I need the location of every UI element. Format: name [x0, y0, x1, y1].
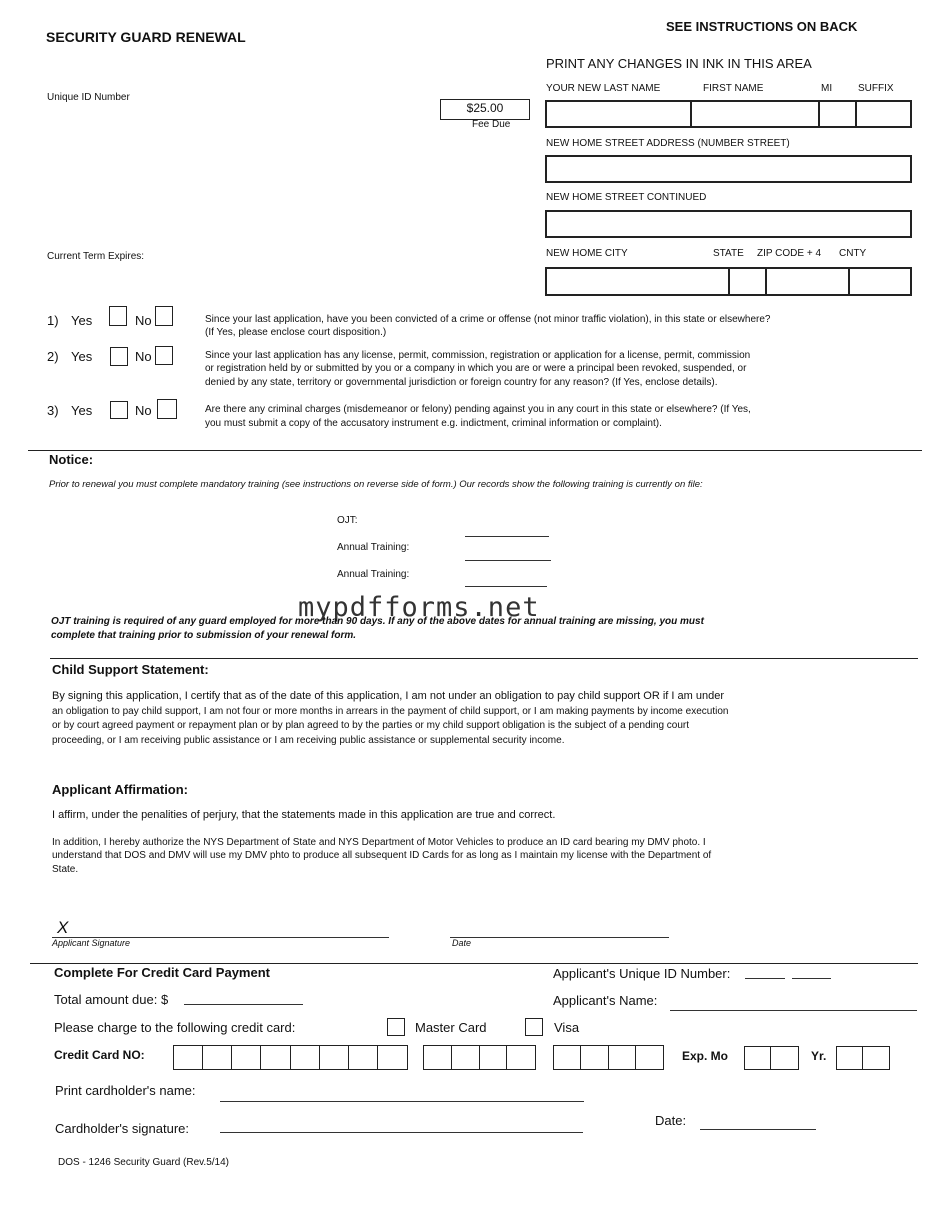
q3-yes-checkbox[interactable]	[110, 401, 128, 419]
fee-amount: $25.00	[466, 101, 504, 115]
affirmation-text: understand that DOS and DMV will use my DMV phto to produce all subsequent ID Cards for as long as I maintain my license with the Department of	[52, 850, 712, 861]
q3-no-checkbox[interactable]	[157, 399, 177, 419]
signature-label: Applicant Signature	[52, 938, 131, 948]
total-amount-label: Total amount due: $	[54, 992, 169, 1007]
card-digit-box[interactable]	[290, 1045, 321, 1070]
child-support-heading: Child Support Statement:	[52, 662, 209, 677]
exp-month-box[interactable]	[744, 1046, 772, 1070]
visa-label: Visa	[554, 1020, 580, 1035]
card-digit-box[interactable]	[451, 1045, 480, 1070]
first-name-input[interactable]	[690, 100, 820, 128]
notice-text: Prior to renewal you must complete mandatory training (see instructions on reverse side of form.) Our records show the following training is currently on file:	[49, 479, 703, 490]
yes-label: Yes	[71, 349, 93, 364]
signature-mark: X	[57, 918, 69, 937]
signature-date-line[interactable]	[450, 937, 669, 938]
mi-label: MI	[821, 83, 833, 94]
street-label: NEW HOME STREET ADDRESS (NUMBER STREET)	[546, 138, 790, 149]
charge-label: Please charge to the following credit card:	[54, 1020, 296, 1035]
print-changes-note: PRINT ANY CHANGES IN INK IN THIS AREA	[546, 56, 812, 71]
q2-yes-checkbox[interactable]	[110, 347, 128, 366]
question-text-line: or registration held by or submitted by you or a company in which you are or were a principal been revoked, suspended, or	[205, 363, 747, 374]
form-id: DOS - 1246 Security Guard (Rev.5/14)	[58, 1157, 229, 1168]
question-number: 2)	[47, 349, 59, 364]
mi-input[interactable]	[818, 100, 857, 128]
question-number: 1)	[47, 313, 59, 328]
training-warning: complete that training prior to submission of your renewal form.	[51, 630, 357, 641]
card-digit-box[interactable]	[231, 1045, 262, 1070]
zip-input[interactable]	[765, 267, 850, 296]
county-input[interactable]	[848, 267, 912, 296]
annual-training-label: Annual Training:	[337, 542, 410, 553]
child-support-text: or by court agreed payment or repayment plan or by plan agreed to by the parties or my child support obligation is the subject of a pending court	[52, 720, 690, 731]
card-digit-box[interactable]	[202, 1045, 233, 1070]
exp-year-box[interactable]	[836, 1046, 864, 1070]
city-label: NEW HOME CITY	[546, 248, 628, 259]
mastercard-checkbox[interactable]	[387, 1018, 405, 1036]
suffix-label: SUFFIX	[858, 83, 894, 94]
exp-month-label: Exp. Mo	[682, 1049, 729, 1063]
applicant-name-line[interactable]	[670, 1010, 917, 1011]
q1-no-checkbox[interactable]	[155, 306, 173, 326]
instructions-note: SEE INSTRUCTIONS ON BACK	[666, 19, 858, 34]
cardholder-name-label: Print cardholder's name:	[55, 1083, 196, 1098]
affirmation-text: In addition, I hereby authorize the NYS Department of State and NYS Department of Motor Vehicles to produce an ID card bearing my DMV photo. I	[52, 837, 706, 848]
ojt-date-line[interactable]	[465, 536, 549, 537]
street-input[interactable]	[545, 155, 912, 183]
card-digit-box[interactable]	[423, 1045, 452, 1070]
card-digit-box[interactable]	[173, 1045, 204, 1070]
visa-checkbox[interactable]	[525, 1018, 543, 1036]
child-support-text: By signing this application, I certify that as of the date of this application, I am not under an obligation to pay child support OR if I am under	[52, 690, 724, 702]
card-digit-box[interactable]	[608, 1045, 637, 1070]
street-cont-label: NEW HOME STREET CONTINUED	[546, 192, 707, 203]
total-amount-line[interactable]	[184, 1004, 303, 1005]
card-digit-box[interactable]	[580, 1045, 609, 1070]
applicant-name-label: Applicant's Name:	[553, 993, 658, 1008]
annual-training-date-line[interactable]	[465, 586, 547, 587]
credit-card-label: Credit Card NO:	[54, 1048, 145, 1062]
date-label: Date	[452, 938, 472, 948]
annual-training-label: Annual Training:	[337, 569, 410, 580]
card-digit-box[interactable]	[319, 1045, 350, 1070]
question-text-line: Are there any criminal charges (misdemeanor or felony) pending against you in any court in this state or elsewhere? (If Yes,	[205, 404, 751, 415]
card-digit-box[interactable]	[553, 1045, 582, 1070]
form-title: SECURITY GUARD RENEWAL	[46, 29, 246, 45]
cardholder-signature-label: Cardholder's signature:	[55, 1121, 189, 1136]
child-support-text: an obligation to pay child support, I am not four or more months in arrears in the payment of child support, or I am making payments by income execution	[52, 706, 729, 717]
affirmation-text: State.	[52, 864, 79, 875]
current-term-label: Current Term Expires:	[47, 251, 145, 262]
section-divider	[28, 450, 922, 451]
annual-training-date-line[interactable]	[465, 560, 551, 561]
fee-box	[440, 99, 530, 120]
notice-heading: Notice:	[49, 452, 94, 467]
question-text-line: Since your last application, have you been convicted of a crime or offense (not minor traffic violation), in this state or elsewhere?	[205, 314, 771, 325]
suffix-input[interactable]	[855, 100, 912, 128]
payment-heading: Complete For Credit Card Payment	[54, 965, 270, 980]
child-support-text: proceeding, or I am receiving public assistance or I am receiving public assistance or supplemental security income.	[52, 735, 565, 746]
applicant-id-label: Applicant's Unique ID Number:	[553, 966, 731, 981]
card-date-line[interactable]	[700, 1129, 816, 1130]
state-input[interactable]	[728, 267, 767, 296]
first-name-label: FIRST NAME	[703, 83, 764, 94]
q1-yes-checkbox[interactable]	[109, 306, 127, 326]
ojt-label: OJT:	[337, 515, 358, 526]
question-text-line: (If Yes, please enclose court disposition.)	[205, 327, 387, 338]
fee-label: Fee Due	[472, 119, 511, 130]
affirmation-statement: I affirm, under the penalities of perjury, that the statements made in this application are true and correct.	[52, 809, 556, 821]
section-divider	[30, 963, 918, 964]
state-label: STATE	[713, 248, 744, 259]
question-number: 3)	[47, 403, 59, 418]
card-digit-box[interactable]	[635, 1045, 664, 1070]
last-name-label: YOUR NEW LAST NAME	[546, 83, 661, 94]
question-text-line: Since your last application has any license, permit, commission, registration or application for a license, permit, commission	[205, 350, 751, 361]
yes-label: Yes	[71, 313, 93, 328]
no-label: No	[135, 403, 152, 418]
watermark: mypdfforms.net	[298, 592, 540, 623]
exp-year-label: Yr.	[811, 1049, 827, 1063]
section-divider	[50, 658, 918, 659]
zip-label: ZIP CODE + 4	[757, 248, 822, 259]
card-digit-box[interactable]	[506, 1045, 535, 1070]
yes-label: Yes	[71, 403, 93, 418]
card-digit-box[interactable]	[377, 1045, 408, 1070]
exp-month-box[interactable]	[770, 1046, 799, 1070]
question-text-line: you must submit a copy of the accusatory instrument e.g. indictment, criminal information or complaint).	[205, 418, 662, 429]
street-cont-input[interactable]	[545, 210, 912, 238]
card-date-label: Date:	[655, 1113, 687, 1128]
affirmation-heading: Applicant Affirmation:	[52, 782, 189, 797]
cardholder-signature-line[interactable]	[220, 1132, 583, 1133]
county-label: CNTY	[839, 248, 867, 259]
no-label: No	[135, 349, 152, 364]
q2-no-checkbox[interactable]	[155, 346, 173, 365]
training-warning: OJT training is required of any guard employed for more than 90 days. If any of the above dates for annual training are missing, you must	[51, 616, 704, 627]
no-label: No	[135, 313, 152, 328]
card-digit-box[interactable]	[479, 1045, 508, 1070]
applicant-id-line[interactable]	[792, 978, 831, 979]
exp-year-box[interactable]	[862, 1046, 890, 1070]
unique-id-label: Unique ID Number	[47, 92, 130, 103]
card-digit-box[interactable]	[348, 1045, 379, 1070]
cardholder-name-line[interactable]	[220, 1101, 584, 1102]
mastercard-label: Master Card	[415, 1020, 487, 1035]
city-input[interactable]	[545, 267, 730, 296]
question-text-line: denied by any state, territory or governmental jurisdiction or foreign country for any reason? (If Yes, enclose details).	[205, 377, 718, 388]
last-name-input[interactable]	[545, 100, 692, 128]
card-digit-box[interactable]	[260, 1045, 291, 1070]
applicant-id-line[interactable]	[745, 978, 785, 979]
